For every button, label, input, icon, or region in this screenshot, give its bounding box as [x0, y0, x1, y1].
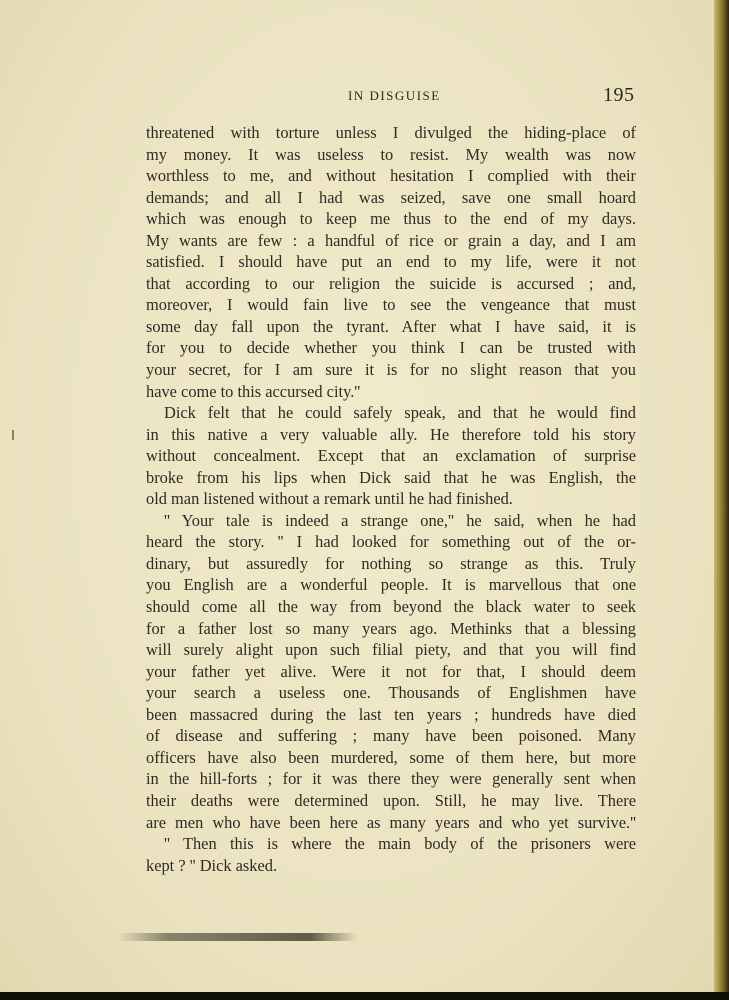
text-line: dinary, but assuredly for nothing so strange as this. Truly [146, 553, 636, 573]
text-line: heard the story. '' I had looked for something out of the or- [146, 532, 636, 552]
text-line: kept ? '' Dick asked. [146, 855, 278, 875]
page-number: 195 [603, 84, 635, 106]
text-line: satisfied. I should have put an end to my life, were it not [146, 252, 636, 272]
text-line: demands; and all I had was seized, save one small hoard [146, 187, 636, 207]
text-line: moreover, I would fain live to see the vengeance that must [146, 295, 636, 315]
text-line: your search a useless one. Thousands of Englishmen have [146, 683, 636, 703]
text-line: your secret, for I am sure it is for no slight reason that you [146, 360, 636, 380]
text-line: will surely alight upon such filial piety, and that you will find [146, 640, 636, 660]
text-line: broke from his lips when Dick said that he was English, the [146, 467, 636, 487]
text-line: '' Your tale is indeed a strange one,'' he said, when he had [164, 510, 636, 530]
text-line: you English are a wonderful people. It is marvellous that one [146, 575, 636, 595]
body-text [146, 122, 636, 876]
text-line: for a father lost so many years ago. Methinks that a blessing [146, 618, 636, 638]
text-line: should come all the way from beyond the black water to seek [146, 597, 636, 617]
text-line: '' Then this is where the main body of the prisoners were [164, 834, 636, 854]
text-line: in the hill-forts ; for it was there they were generally sent when [146, 769, 636, 789]
text-line: are men who have been here as many years and who yet survive.'' [146, 812, 636, 832]
text-line: of disease and suffering ; many have been poisoned. Many [146, 726, 636, 746]
text-line: My wants are few : a handful of rice or grain a day, and I am [146, 230, 636, 250]
text-line: my money. It was useless to resist. My wealth was now [146, 144, 636, 164]
page-header [0, 86, 714, 110]
text-line: threatened with torture unless I divulged the hiding-place of [146, 123, 636, 142]
text-line: your father yet alive. Were it not for that, I should deem [146, 661, 636, 681]
running-head: IN DISGUISE [348, 88, 441, 103]
text-line: Dick felt that he could safely speak, and that he would find [164, 403, 636, 423]
text-line: in this native a very valuable ally. He therefore told his story [146, 424, 636, 444]
text-line: old man listened without a remark until he had finished. [146, 489, 513, 509]
text-line: been massacred during the last ten years ; hundreds have died [146, 704, 636, 724]
text-line: have come to this accursed city.'' [146, 381, 361, 401]
margin-mark [12, 430, 14, 440]
text-line: some day fall upon the tyrant. After what I have said, it is [146, 316, 636, 336]
text-line: their deaths were determined upon. Still, he may live. There [146, 790, 636, 810]
ink-smudge [118, 933, 358, 941]
text-line: for you to decide whether you think I can be trusted with [146, 338, 636, 358]
scan-border [0, 992, 729, 1000]
book-edge [714, 0, 729, 1000]
text-line: which was enough to keep me thus to the end of my days. [146, 209, 636, 229]
text-line: without concealment. Except that an exclamation of surprise [146, 446, 636, 466]
text-line: that according to our religion the suicide is accursed ; and, [146, 273, 636, 293]
text-line: officers have also been murdered, some of them here, but more [146, 747, 636, 767]
text-line: worthless to me, and without hesitation I complied with their [146, 166, 636, 186]
